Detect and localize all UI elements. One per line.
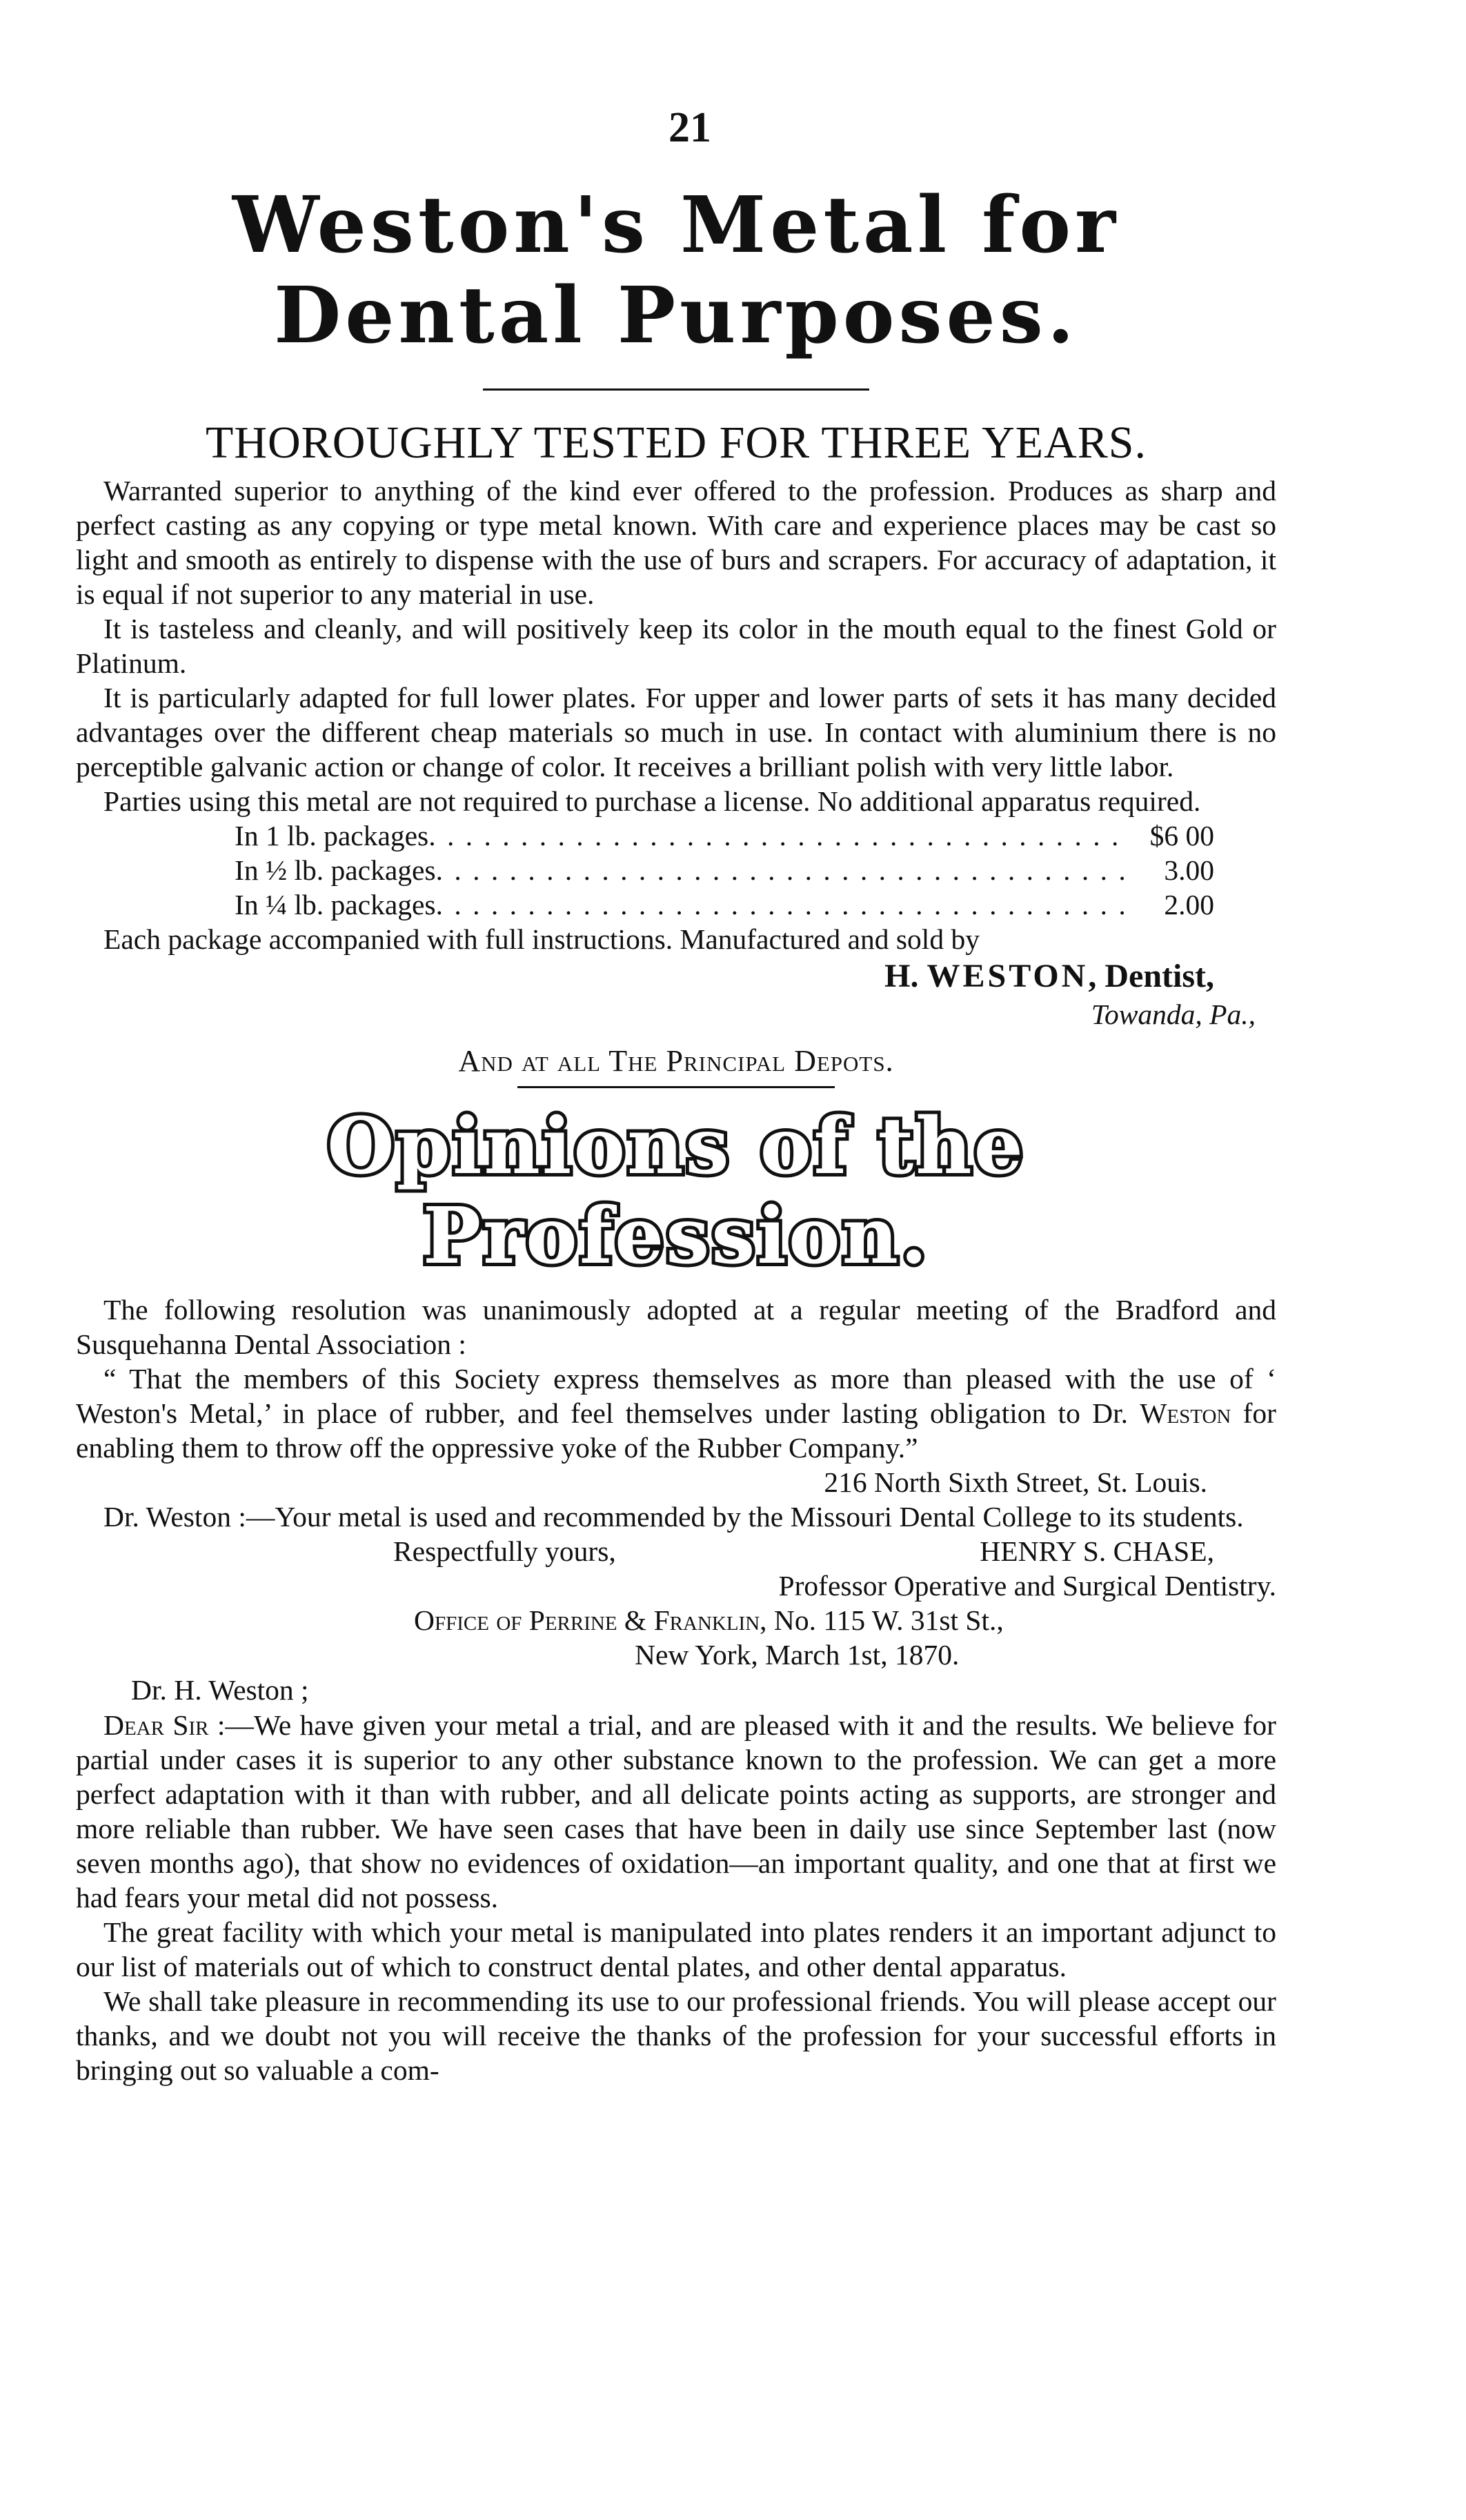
- page-number: 21: [668, 104, 711, 151]
- intro-paragraph-1: Warranted superior to anything of the kind ever offered to the profession. Produces as sharp and perfect casting as any copying or type metal known. With care and experience places may be cast so light and smooth as entirely to dispense with the use of burs and scrapers. For accuracy of adaptation, it is equal if not superior to any material in use.: [76, 475, 1276, 610]
- price-value: 2.00: [1164, 889, 1214, 921]
- maker-initial: H.: [884, 958, 927, 994]
- letter-open: Dear Sir: [103, 1709, 209, 1741]
- leader-dots: [436, 853, 1131, 887]
- quote-text: “ That the members of this Society express themselves as more than pleased with the use of ‘ Weston's Metal,’ in place of rubber, and feel themselves under lasting obligation to Dr.: [76, 1363, 1276, 1429]
- chase-address: 216 North Sixth Street, St. Louis.: [824, 1466, 1207, 1498]
- subheading: THOROUGHLY TESTED FOR THREE YEARS.: [206, 417, 1147, 468]
- chase-closing: Respectfully yours,: [393, 1535, 616, 1567]
- page-heading: Weston's Metal for Dental Purposes.: [232, 180, 1120, 361]
- section-rule: [517, 1086, 835, 1088]
- intro-paragraph-4: Parties using this metal are not required to purchase a license. No additional apparatus required.: [103, 785, 1201, 817]
- office-date: New York, March 1st, 1870.: [635, 1639, 960, 1671]
- price-label: In 1 lb. packages: [235, 820, 429, 852]
- leader-dots: [436, 887, 1131, 922]
- intro-paragraph-3: It is particularly adapted for full lower plates. For upper and lower parts of sets it has many decided advantages over the different cheap materials so much in use. In contact with aluminium there is no perceptible galvanic action or change of color. It receives a brilliant polish with very little labor.: [76, 682, 1276, 782]
- chase-name: HENRY S. CHASE,: [980, 1535, 1214, 1567]
- maker-surname: WESTON: [927, 958, 1089, 994]
- quote-name: Weston: [1140, 1397, 1231, 1429]
- leader-dots: [428, 818, 1131, 853]
- salutation: Dr. H. Weston ;: [131, 1674, 309, 1706]
- price-label: In ½ lb. packages: [235, 854, 436, 886]
- opinions-heading: Opinions of the Profession.: [327, 1101, 1025, 1281]
- price-row-quarter-lb: [235, 887, 1214, 922]
- maker-title: , Dentist,: [1088, 958, 1214, 994]
- heading-rule: [483, 388, 869, 391]
- resolution-intro: The following resolution was unanimously adopted at a regular meeting of the Bradford and Susquehanna Dental Association :: [76, 1294, 1276, 1360]
- office-line: [414, 1603, 1276, 1637]
- letter-paragraph-1: [76, 1708, 1276, 1915]
- letter-paragraph-2: The great facility with which your metal is manipulated into plates renders it an important adjunct to our list of materials out of which to construct dental plates, and other dental apparatus.: [76, 1916, 1276, 1982]
- depots-line: And at all The Principal Depots.: [458, 1044, 894, 1078]
- maker-name: [76, 956, 1276, 996]
- intro-paragraph-2: It is tasteless and cleanly, and will positively keep its color in the mouth equal to the finest Gold or Platinum.: [76, 613, 1276, 679]
- office-name: Office of Perrine & Franklin,: [414, 1604, 767, 1636]
- price-label: In ¼ lb. packages: [235, 889, 436, 921]
- quote-text-end: for enabling them to throw off the oppressive yoke of the Rubber Company.”: [76, 1397, 1277, 1464]
- price-row-1lb: [235, 818, 1214, 853]
- letter-body: :—We have given your metal a trial, and are pleased with it and the results. We believe for partial under cases it is superior to any other substance known to the profession. We can get a more perfect adaptation with it than with rubber, and all delicate points acting as supports, are stronger and more reliable than rubber. We have seen cases that have been in daily use since September last (now seven months ago), that show no evidences of oxidation—an important quality, and one that at first we had fears your metal did not possess.: [76, 1709, 1276, 1913]
- sold-by-line: Each package accompanied with full instructions. Manufactured and sold by: [103, 923, 980, 955]
- chase-title: Professor Operative and Surgical Dentistry.: [778, 1570, 1276, 1602]
- price-row-half-lb: [235, 853, 1214, 887]
- letter-paragraph-3: We shall take pleasure in recommending its use to our professional friends. You will please accept our thanks, and we doubt not you will receive the thanks of the profession for your successful efforts in bringing out so valuable a com-: [76, 1985, 1276, 2086]
- office-address: No. 115 W. 31st St.,: [766, 1604, 1004, 1636]
- page-content: [76, 104, 1276, 2087]
- price-value: $6 00: [1149, 820, 1214, 852]
- price-value: 3.00: [1164, 854, 1214, 886]
- resolution-quote: [76, 1361, 1276, 1465]
- chase-signature: [393, 1534, 1214, 1568]
- chase-letter: Dr. Weston :—Your metal is used and recommended by the Missouri Dental College to its students.: [103, 1501, 1244, 1533]
- maker-city: Towanda, Pa.,: [1091, 998, 1256, 1030]
